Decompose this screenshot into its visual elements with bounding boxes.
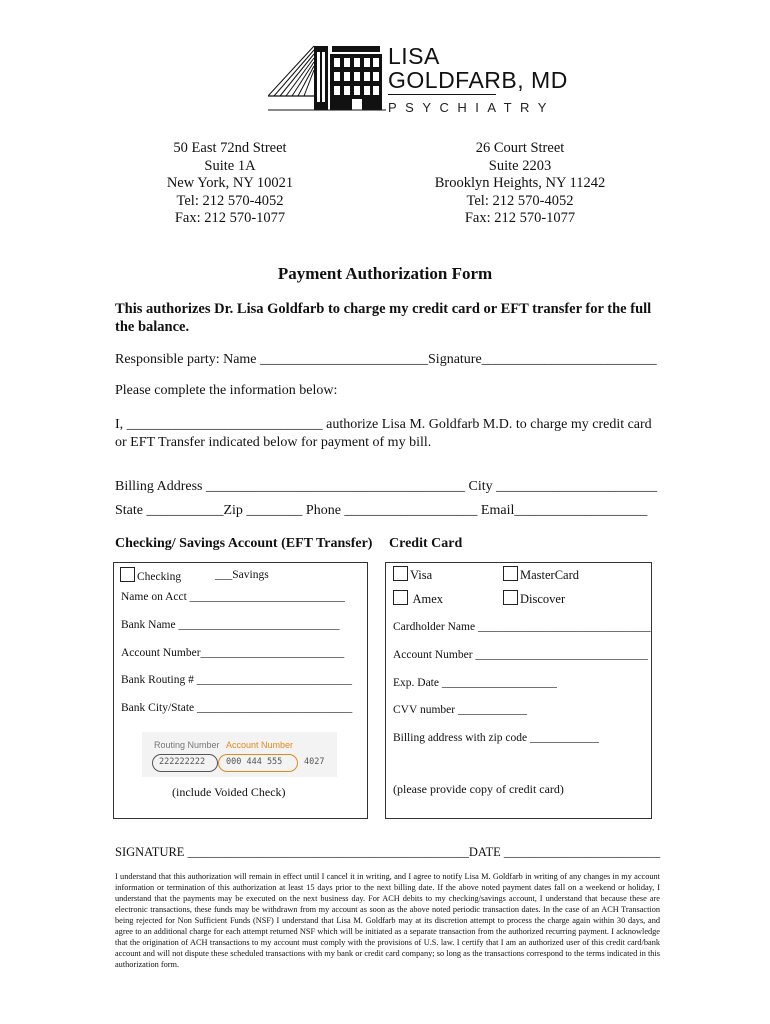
mastercard-label: MasterCard <box>520 568 580 582</box>
card-copy-note: (please provide copy of credit card) <box>393 782 564 796</box>
address-line: 26 Court Street <box>475 140 565 156</box>
bank-name-field[interactable]: Bank Name ____________________________ <box>121 619 340 631</box>
credit-card-heading: Credit Card <box>389 536 463 551</box>
billing-address-line[interactable]: Billing Address _____________________________________ City _______________________ <box>115 479 658 494</box>
address-line: Tel: 212 570-4052 <box>466 192 574 209</box>
logo-subtitle: PSYCHIATRY <box>388 100 555 115</box>
logo-name <box>388 44 568 92</box>
cvv-field[interactable]: CVV number ____________ <box>393 704 527 716</box>
bank-city-state-field[interactable]: Bank City/State ___________________________ <box>121 702 353 714</box>
check-routing-illustration <box>142 732 337 777</box>
address-line: Suite 2203 <box>488 157 552 174</box>
account-digits: 000 444 555 <box>226 757 283 767</box>
bank-routing-field[interactable]: Bank Routing # ___________________________ <box>121 674 352 686</box>
checking-checkbox[interactable] <box>120 567 135 582</box>
eft-heading: Checking/ Savings Account (EFT Transfer) <box>115 536 373 551</box>
visa-checkbox[interactable] <box>393 566 408 581</box>
amex-checkbox[interactable] <box>393 590 408 605</box>
address-line: Fax: 212 570-1077 <box>464 210 576 226</box>
signature-date-line[interactable]: SIGNATURE _____________________________________________DATE _________________________ <box>115 845 661 859</box>
authorization-terms: I understand that this authorization will remain in effect until I cancel it in writing, and I agree to notify Lisa M. Goldfarb in writing of any changes in my account information or termination of this authorization at least 15 days prior to the next billing date. If the above noted payment dates fall on a weekend or holiday, I understand that the payments may be executed on the next business day. For ACH debits to my checking/savings account, I understand that because these are electronic transactions, these funds may be withdrawn from my account as soon as the above noted periodic transaction dates. In the case of an ACH Transaction being rejected for Non Sufficient Funds (NSF) I understand that Lisa M. Goldfarb may at its discretion attempt to process the charge again within 30 days, and agree to an additional charge for each attempt returned NSF which will be initiated as a separate transaction from the authorized recurring payment. I acknowledge that the origination of ACH transactions to my account must comply with the provisions of U.S. law. I certify that I am an authorized user of this credit card/bank account and will not dispute these scheduled transactions with my bank or credit card company; so long as the transactions correspond to the terms indicated in this authorization form. <box>115 872 660 969</box>
checking-label: Checking <box>137 571 182 583</box>
routing-digits: 222222222 <box>159 757 206 767</box>
savings-option[interactable]: ___Savings <box>215 569 269 581</box>
form-title: Payment Authorization Form <box>277 264 493 283</box>
visa-option[interactable] <box>393 566 432 583</box>
name-on-account-field[interactable]: Name on Acct ___________________________ <box>121 591 345 603</box>
logo-bridge-building-icon <box>268 44 386 114</box>
state-zip-phone-email-line[interactable]: State ___________Zip ________ Phone ___________________ Email___________________ <box>115 503 648 518</box>
form-intro: This authorizes Dr. Lisa Goldfarb to charge my credit card or EFT transfer for the full the balance. <box>115 301 652 335</box>
logo-line2: GOLDFARB, MD <box>388 67 568 93</box>
address-brooklyn <box>420 140 620 228</box>
amex-label: Amex <box>412 592 443 606</box>
logo-divider <box>388 94 496 95</box>
account-number-label: Account Number <box>226 740 294 750</box>
responsible-party-line[interactable]: Responsible party: Name ________________________Signature_________________________ <box>115 352 657 367</box>
mastercard-option[interactable] <box>503 566 579 583</box>
billing-zip-field[interactable]: Billing address with zip code ____________ <box>393 732 600 744</box>
checking-option[interactable] <box>120 567 181 583</box>
discover-checkbox[interactable] <box>503 590 518 605</box>
account-number-field[interactable]: Account Number_________________________ <box>121 647 345 659</box>
address-line: Brooklyn Heights, NY 11242 <box>434 175 606 191</box>
address-line: 50 East 72nd Street <box>173 140 287 156</box>
logo-line1: LISA <box>388 43 440 69</box>
address-line: New York, NY 10021 <box>166 175 294 191</box>
address-manhattan <box>130 140 330 228</box>
please-complete-text: Please complete the information below: <box>115 383 338 398</box>
mastercard-checkbox[interactable] <box>503 566 518 581</box>
discover-label: Discover <box>520 592 566 606</box>
routing-number-label: Routing Number <box>154 740 220 750</box>
address-line: Tel: 212 570-4052 <box>176 192 284 209</box>
amex-option[interactable] <box>393 590 443 607</box>
check-number-digits: 4027 <box>304 757 325 767</box>
address-line: Suite 1A <box>204 157 256 174</box>
exp-date-field[interactable]: Exp. Date ____________________ <box>393 677 557 689</box>
authorize-line[interactable]: I, ____________________________ authorize Lisa M. Goldfarb M.D. to charge my credit card <box>115 417 652 432</box>
voided-check-note: (include Voided Check) <box>172 785 286 799</box>
discover-option[interactable] <box>503 590 565 607</box>
card-account-number-field[interactable]: Account Number ______________________________ <box>393 649 648 661</box>
visa-label: Visa <box>410 568 433 582</box>
cardholder-name-field[interactable]: Cardholder Name ______________________________ <box>393 621 651 633</box>
address-line: Fax: 212 570-1077 <box>174 210 286 226</box>
authorize-line-continued: or EFT Transfer indicated below for payment of my bill. <box>115 435 432 450</box>
